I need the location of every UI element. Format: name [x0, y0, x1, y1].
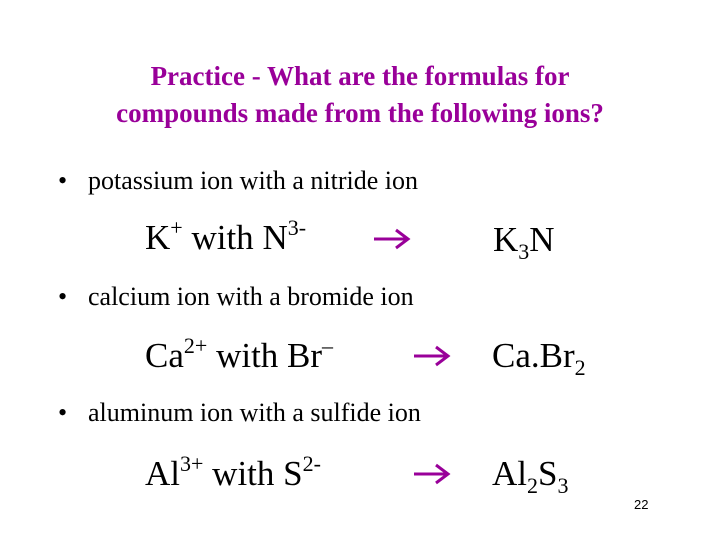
- bullet-dot: •: [58, 166, 68, 195]
- ion-pair-2: [145, 333, 334, 376]
- arrow-icon: [372, 226, 414, 252]
- product-formula-1: [493, 220, 555, 264]
- anion-charge: –: [322, 333, 334, 358]
- with-word: with: [212, 454, 275, 493]
- anion-symbol: S: [283, 454, 303, 493]
- ion-pair-3: [145, 451, 321, 494]
- slide-title-line-1: Practice - What are the formulas for: [150, 61, 570, 91]
- ion-pair-1: [145, 215, 307, 258]
- slide-title-line-2: compounds made from the following ions?: [116, 98, 604, 128]
- bullet-dot: •: [58, 282, 68, 311]
- product-formula-2: [492, 336, 586, 380]
- formula-subscript: 2: [527, 473, 538, 498]
- cation-symbol: Al: [145, 454, 180, 493]
- formula-subscript: 2: [574, 355, 586, 380]
- formula-part: K: [493, 220, 519, 259]
- anion-symbol: N: [262, 218, 288, 257]
- formula-part: Al: [492, 454, 527, 493]
- bullet-text: calcium ion with a bromide ion: [88, 282, 414, 311]
- formula-subscript: 3: [518, 239, 530, 264]
- bullet-item-1: [58, 166, 418, 196]
- cation-charge: 2+: [183, 333, 208, 358]
- bullet-text: potassium ion with a nitride ion: [88, 166, 419, 195]
- anion-symbol: Br: [287, 336, 323, 375]
- page-number: 22: [634, 497, 649, 512]
- cation-charge: +: [170, 215, 183, 240]
- product-formula-3: [492, 454, 569, 498]
- bullet-text: aluminum ion with a sulfide ion: [88, 398, 421, 427]
- arrow-icon: [412, 461, 454, 487]
- cation-symbol: Ca: [145, 336, 184, 375]
- with-word: with: [216, 336, 279, 375]
- cation-symbol: K: [145, 218, 171, 257]
- formula-part: N: [529, 220, 555, 259]
- bullet-dot: •: [58, 398, 68, 427]
- formula-part: Ca.Br: [492, 336, 575, 375]
- arrow-icon: [412, 343, 454, 369]
- with-word: with: [191, 218, 254, 257]
- anion-charge: 2-: [302, 451, 321, 476]
- anion-charge: 3-: [287, 215, 307, 240]
- formula-subscript: 3: [557, 473, 569, 498]
- bullet-item-3: [58, 398, 421, 428]
- cation-charge: 3+: [180, 451, 204, 476]
- bullet-item-2: [58, 282, 414, 312]
- formula-part: S: [538, 454, 558, 493]
